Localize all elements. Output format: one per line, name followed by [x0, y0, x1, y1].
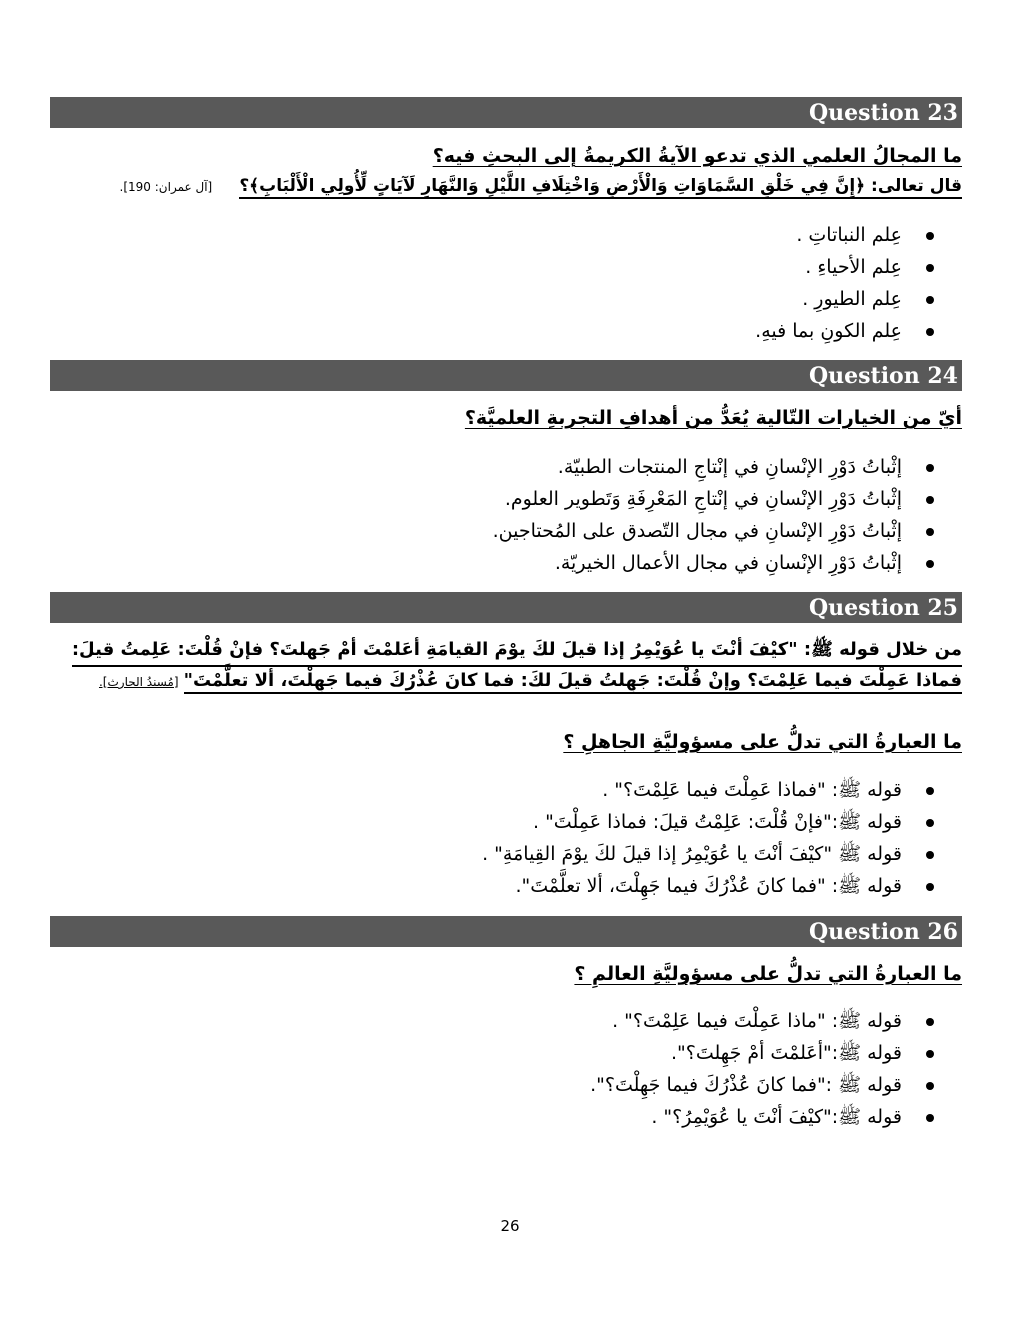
- bullet-icon: [926, 296, 934, 304]
- question-stem: ما العبارةُ التي تدلُّ على مسؤوليَّةِ الجاهلِ ؟: [563, 731, 962, 753]
- answer-option[interactable]: عِلم الطيورِ .: [755, 283, 902, 315]
- bullet-icon: [926, 560, 934, 568]
- bullet-icon: [926, 1082, 934, 1090]
- bullet-icon: [926, 787, 934, 795]
- quranic-verse: قال تعالى: ﴿إِنَّ فِي خَلْقِ السَّمَاوَاتِ وَالْأَرْضِ وَاخْتِلَافِ اللَّيْلِ وَالنَّهَارِ لَآيَاتٍ لِّأُولِي الْأَلْبَابِ﴾؟: [239, 176, 962, 199]
- options-list: [482, 774, 902, 902]
- hadith-passage-line-2-row: [99, 670, 962, 691]
- answer-option[interactable]: قوله ﷺ:"أعَلمْتَ أمْ جَهِلتَ؟".: [590, 1037, 902, 1069]
- answer-option[interactable]: عِلم الأحياءِ .: [755, 251, 902, 283]
- answer-option[interactable]: قوله ﷺ "كيْفَ أنْتَ يا عُوَيْمِرُ إذا قيلَ لكَ يوْمَ القِيامَةِ" .: [482, 838, 902, 870]
- bullet-icon: [926, 1114, 934, 1122]
- bullet-icon: [926, 1018, 934, 1026]
- bullet-icon: [926, 819, 934, 827]
- question-title: Question 25: [808, 595, 958, 621]
- options-list: [590, 1005, 902, 1133]
- question-stem: ما العبارةُ التي تدلُّ على مسؤوليَّةِ العالمِ ؟: [574, 963, 962, 985]
- options-list: [493, 451, 902, 579]
- answer-option[interactable]: عِلم الكونِ بما فيهِ.: [755, 315, 902, 347]
- question-header-bar: [50, 592, 962, 623]
- answer-option[interactable]: عِلم النباتاتِ .: [755, 219, 902, 251]
- page-number: 26: [500, 1217, 520, 1235]
- bullet-icon: [926, 232, 934, 240]
- hadith-reference: [مُسندُ الحارث].: [98, 675, 179, 689]
- bullet-icon: [926, 464, 934, 472]
- question-stem: أيّ من الخيارات التّالية يُعَدُّ من أهدافِ التجربةِ العلميَّة؟: [464, 407, 962, 429]
- bullet-icon: [926, 851, 934, 859]
- question-header-bar: [50, 97, 962, 128]
- hadith-passage-line-2: فماذا عَمِلْتَ فيما عَلِمْتَ؟ وإنْ قُلْتَ: جَهِلتُ قيلَ لكَ: فما كانَ عُذْرُكَ فيما جَهِلْتَ، ألا تعلَّمْتَ": [184, 670, 962, 694]
- question-title: Question 23: [808, 100, 958, 126]
- bullet-icon: [926, 883, 934, 891]
- answer-option[interactable]: قوله ﷺ :"فما كانَ عُذْرُكَ فيما جَهِلْتَ؟".: [590, 1069, 902, 1101]
- answer-option[interactable]: قوله ﷺ:"فإنْ قُلْتَ: عَلِمْتُ قيلَ: فماذا عَمِلْتَ" .: [482, 806, 902, 838]
- question-title: Question 24: [808, 363, 958, 389]
- bullet-icon: [926, 528, 934, 536]
- answer-option[interactable]: إثْباتُ دَوْرِ الإنْسانِ في إنْتاجِ المَعْرِفَةِ وَتَطوير العلوم.: [493, 483, 902, 515]
- answer-option[interactable]: قوله ﷺ:"كيْفَ أنْتَ يا عُوَيْمِرُ؟" .: [590, 1101, 902, 1133]
- answer-option[interactable]: إثْباتُ دَوْرِ الإنْسانِ في مجال التّصدق على المُحتاجين.: [493, 515, 902, 547]
- question-stem: ما المجالُ العلمي الذي تدعو الآيةُ الكريمةُ إلى البحثِ فيه؟: [432, 145, 962, 167]
- hadith-passage-line-1: من خلال قوله ﷺ: "كيْفَ أنْتَ يا عُوَيْمِرُ إذا قيلَ لكَ يوْمَ القيامَةِ أعَلمْتَ أمْ جَهلتَ؟ فإنْ قُلْتَ: عَلِمتُ قيلَ:: [72, 638, 962, 667]
- answer-option[interactable]: قوله ﷺ: "ماذا عَمِلْتَ فيما عَلِمْتَ؟" .: [590, 1005, 902, 1037]
- bullet-icon: [926, 496, 934, 504]
- question-header-bar: [50, 360, 962, 391]
- bullet-icon: [926, 328, 934, 336]
- options-list: [755, 219, 902, 347]
- bullet-icon: [926, 1050, 934, 1058]
- bullet-icon: [926, 264, 934, 272]
- answer-option[interactable]: قوله ﷺ: "فما كانَ عُذْرُكَ فيما جَهِلْتَ، ألا تعلَّمْتَ".: [482, 870, 902, 902]
- answer-option[interactable]: إثْباتُ دَوْرِ الإنْسانِ في مجال الأعمال الخيريّة.: [493, 547, 902, 579]
- answer-option[interactable]: قوله ﷺ: "فماذا عَمِلْتَ فيما عَلِمْتَ؟" .: [482, 774, 902, 806]
- question-header-bar: [50, 916, 962, 947]
- question-title: Question 26: [808, 919, 958, 945]
- quranic-verse-line: [120, 175, 962, 196]
- answer-option[interactable]: إثْباتُ دَوْرِ الإنْسانِ في إنْتاجِ المنتجات الطبيّة.: [493, 451, 902, 483]
- verse-reference: [آل عمران: 190].: [119, 180, 213, 194]
